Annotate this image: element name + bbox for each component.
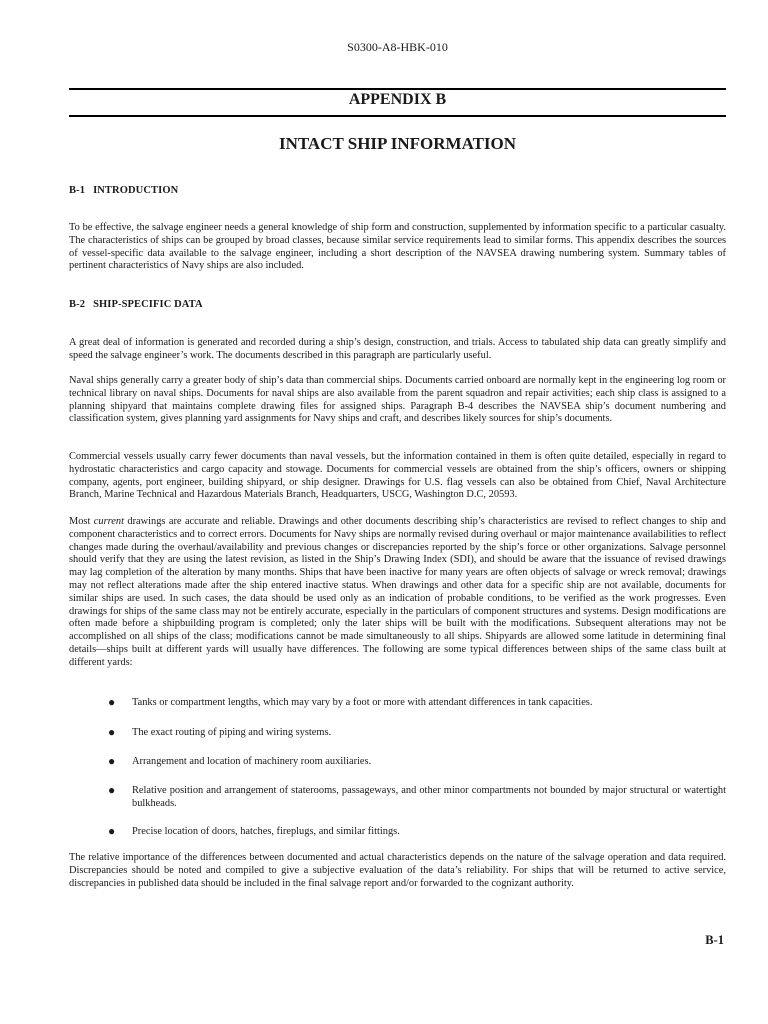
paragraph-introduction: To be effective, the salvage engineer needs a general knowledge of ship form and construction, supplemented by information specific to a particular casualty. The characteristics of ships can be grouped by broad classes, because similar service requirements lead to similar forms. This appendix describes the sources of vessel-specific data available to the salvage engineer, including a short description of the NAVSEA drawing numbering system. Summary tables of pertinent characteristics of Navy ships are also included. [69, 222, 726, 272]
paragraph-closing: The relative importance of the differences between documented and actual characteristics depends on the nature of the salvage operation and data required. Discrepancies should be noted and compiled to give a subjective evaluation of the data’s reliability. For ships that will be returned to active service, discrepancies in published data should be included in the final salvage report and/or forwarded to the cognizant authority. [69, 852, 726, 889]
current-lead-text: Most [69, 516, 94, 527]
paragraph-ship-data-general: A great deal of information is generated and recorded during a ship’s design, construction, and trials. Access to tabulated ship data can greatly simplify and speed the salvage engineer’s work. The documents described in this paragraph are particularly useful. [69, 337, 726, 361]
list-item-text: Relative position and arrangement of staterooms, passageways, and other minor compartments not bounded by major structural or watertight bulkheads. [132, 785, 726, 809]
page-number: B-1 [705, 933, 724, 947]
list-item [108, 725, 726, 740]
appendix-title: APPENDIX B [348, 91, 447, 108]
title-top-rule [69, 88, 726, 90]
list-item [108, 783, 726, 811]
section-number: B-1 [69, 185, 86, 196]
bullet-icon: ● [108, 783, 116, 797]
bullet-icon: ● [108, 725, 116, 739]
paragraph-current-drawings [69, 516, 726, 670]
paragraph-naval-ships: Naval ships generally carry a greater body of ship’s data than commercial ships. Documents carried onboard are normally kept in the engineering log room or technical library on naval ships. Documents for naval ships are also available from the parent squadron and repair activities; each ship class is assigned to a planning shipyard that maintains complete drawing files for assigned ships. Paragraph B-4 describes the NAVSEA ship’s document numbering and classification system, gives planning yard assignments for Navy ships and craft, and describes likely sources for ship’s documents. [69, 375, 726, 425]
document-number: S0300-A8-HBK-010 [347, 40, 448, 54]
current-emphasis: current [93, 516, 124, 527]
current-rest-text: drawings are accurate and reliable. Drawings and other documents describing ship’s characteristics are revised to reflect changes to ship and component characteristics and to correct errors. Documents for Navy ships are normally revised during overhaul or major maintenance availabilities to reflect changes made during the overhaul/availability and previous changes or discrepancies reported by the ship’s force or other organizations. Salvage personnel should verify that they are using the latest revision, as listed in the Ship’s Drawing Index (SDI), and should be aware that the issuance of revised drawings may lag completion of the alteration by many months. Ships that have been inactive for many years are often objects of salvage or wreck removal; drawings may not reflect alterations made after the ship entered inactive status. When drawings and other data for a specific ship are not available, documents for similar ships are used. In such cases, the data should be used only as an indication of probable conditions, to be verified as the work progresses. Even drawings for ships of the same class may not be entirely accurate, especially in the particulars of component structures and systems. Design modifications are often made before a shipbuilding program is completed; only the later ships will be built with the modifications. Subsequent alterations may not be accomplished on all ships of the class; modifications cannot be made simultaneously to all ships. Shipyards are allowed some latitude in determining final details—ships built at different yards will usually have differences. The following are some typical differences between ships of the same class built at different yards: [69, 516, 726, 668]
list-item [108, 824, 726, 839]
paragraph-commercial-vessels: Commercial vessels usually carry fewer documents than naval vessels, but the information contained in them is often quite detailed, especially in regard to hydrostatic characteristics and cargo capacity and stowage. Documents for commercial vessels are obtained from the ship’s officers, owners or shipping company, agents, port engineer, building shipyard, or ship designer. Drawings for U.S. flag vessels can also be obtained from Chief, Naval Architecture Branch, Marine Technical and Hazardous Materials Branch, Headquarters, USCG, Washington D.C, 20593. [69, 451, 726, 501]
section-number: B-2 [69, 299, 86, 310]
page-title: INTACT SHIP INFORMATION [278, 134, 517, 153]
section-heading-b2 [69, 299, 203, 310]
section-title: SHIP-SPECIFIC DATA [93, 299, 203, 310]
bullet-icon: ● [108, 754, 116, 768]
list-item-text: Precise location of doors, hatches, fireplugs, and similar fittings. [132, 826, 400, 837]
list-item-text: Tanks or compartment lengths, which may vary by a foot or more with attendant differences in tank capacities. [132, 697, 593, 708]
bullet-icon: ● [108, 824, 116, 838]
bullet-icon: ● [108, 695, 116, 709]
section-heading-b1 [69, 185, 178, 196]
list-item [108, 754, 726, 769]
list-item-text: The exact routing of piping and wiring systems. [132, 727, 332, 738]
list-item-text: Arrangement and location of machinery room auxiliaries. [132, 756, 372, 767]
section-title: INTRODUCTION [93, 185, 179, 196]
list-item [108, 695, 726, 710]
title-bottom-rule [69, 115, 726, 117]
